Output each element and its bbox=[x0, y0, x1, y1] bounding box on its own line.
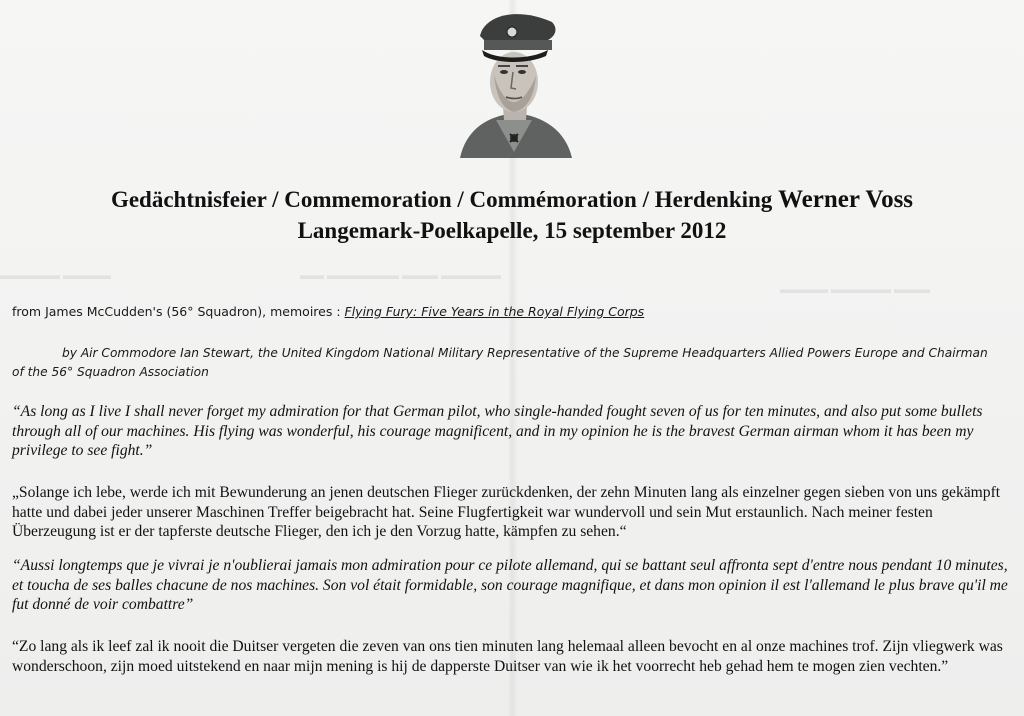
pilot-portrait-icon bbox=[456, 2, 574, 160]
event-location-date: Langemark-Poelkapelle, 15 september 2012 bbox=[297, 218, 727, 243]
page-title bbox=[0, 186, 1024, 214]
show-through-texture: ▬▬▬▬▬ ▬▬▬ ▬▬▬▬▬▬ ▬▬ bbox=[300, 268, 501, 282]
title-prefix: Gedächtnisfeier / Commemoration / Commémoration / Herdenking bbox=[110, 187, 773, 212]
source-line bbox=[12, 304, 644, 319]
credit-line: by Air Commodore Ian Stewart, the United Kingdom National Military Representative of the Supreme Headquarters Allied Powers Europe and Chairman of the 56° Squadron Association bbox=[12, 346, 988, 379]
quote-german: „Solange ich lebe, werde ich mit Bewunderung an jenen deutschen Flieger zurückdenken, der zehn Minuten lang als einzelner gegen sieben von uns gekämpft hatte und dabei jeder unserer Maschinen Treffer beigebracht hat. Seine Flugfertigkeit war wundervoll und sein Mut erstaunlich. Nach meiner festen Überzeugung ist er der tapferste deutsche Flieger, den ich je den Vorzug hatte, kämpfen zu sehen.“ bbox=[12, 484, 1001, 540]
quote-english: “As long as I live I shall never forget my admiration for that German pilot, who single-handed fought seven of us for ten minutes, and also put some bullets through all of our machines. His flying was wonderful, his courage magnificent, and in my opinion he is the bravest German airman whom it has been my privilege to see fight.” bbox=[12, 403, 983, 459]
quote-dutch: “Zo lang als ik leef zal ik nooit die Duitser vergeten die zeven van ons tien minuten lang helemaal alleen bevocht en al onze machines trof. Zijn vliegwerk was wonderschoon, zijn moed uitstekend en naar mijn mening is hij de dapperste Duitser van wie ik het voorrecht heb gehad hem te mogen zien vechten.” bbox=[12, 638, 1003, 675]
source-prefix: from James McCudden's (56° Squadron), memoires : bbox=[12, 304, 345, 319]
show-through-texture: ▬▬▬▬ ▬▬▬▬▬ bbox=[0, 268, 111, 282]
quote-french: “Aussi longtemps que je vivrai je n'oublierai jamais mon admiration pour ce pilote allemand, qui se battant seul affronta sept d'entre nous pendant 10 minutes, et toucha de ses balles chacune de nos machines. Son vol était formidable, son courage magnifique, et dans mon opinion il est l'allemand le plus brave qu'il me fut donné de voir combattre” bbox=[12, 557, 1008, 613]
honoree-name: Werner Voss bbox=[778, 186, 914, 213]
show-through-texture: ▬▬▬ ▬▬▬▬▬ ▬▬▬▬ bbox=[780, 282, 930, 296]
book-title: Flying Fury: Five Years in the Royal Flying Corps bbox=[344, 304, 645, 319]
